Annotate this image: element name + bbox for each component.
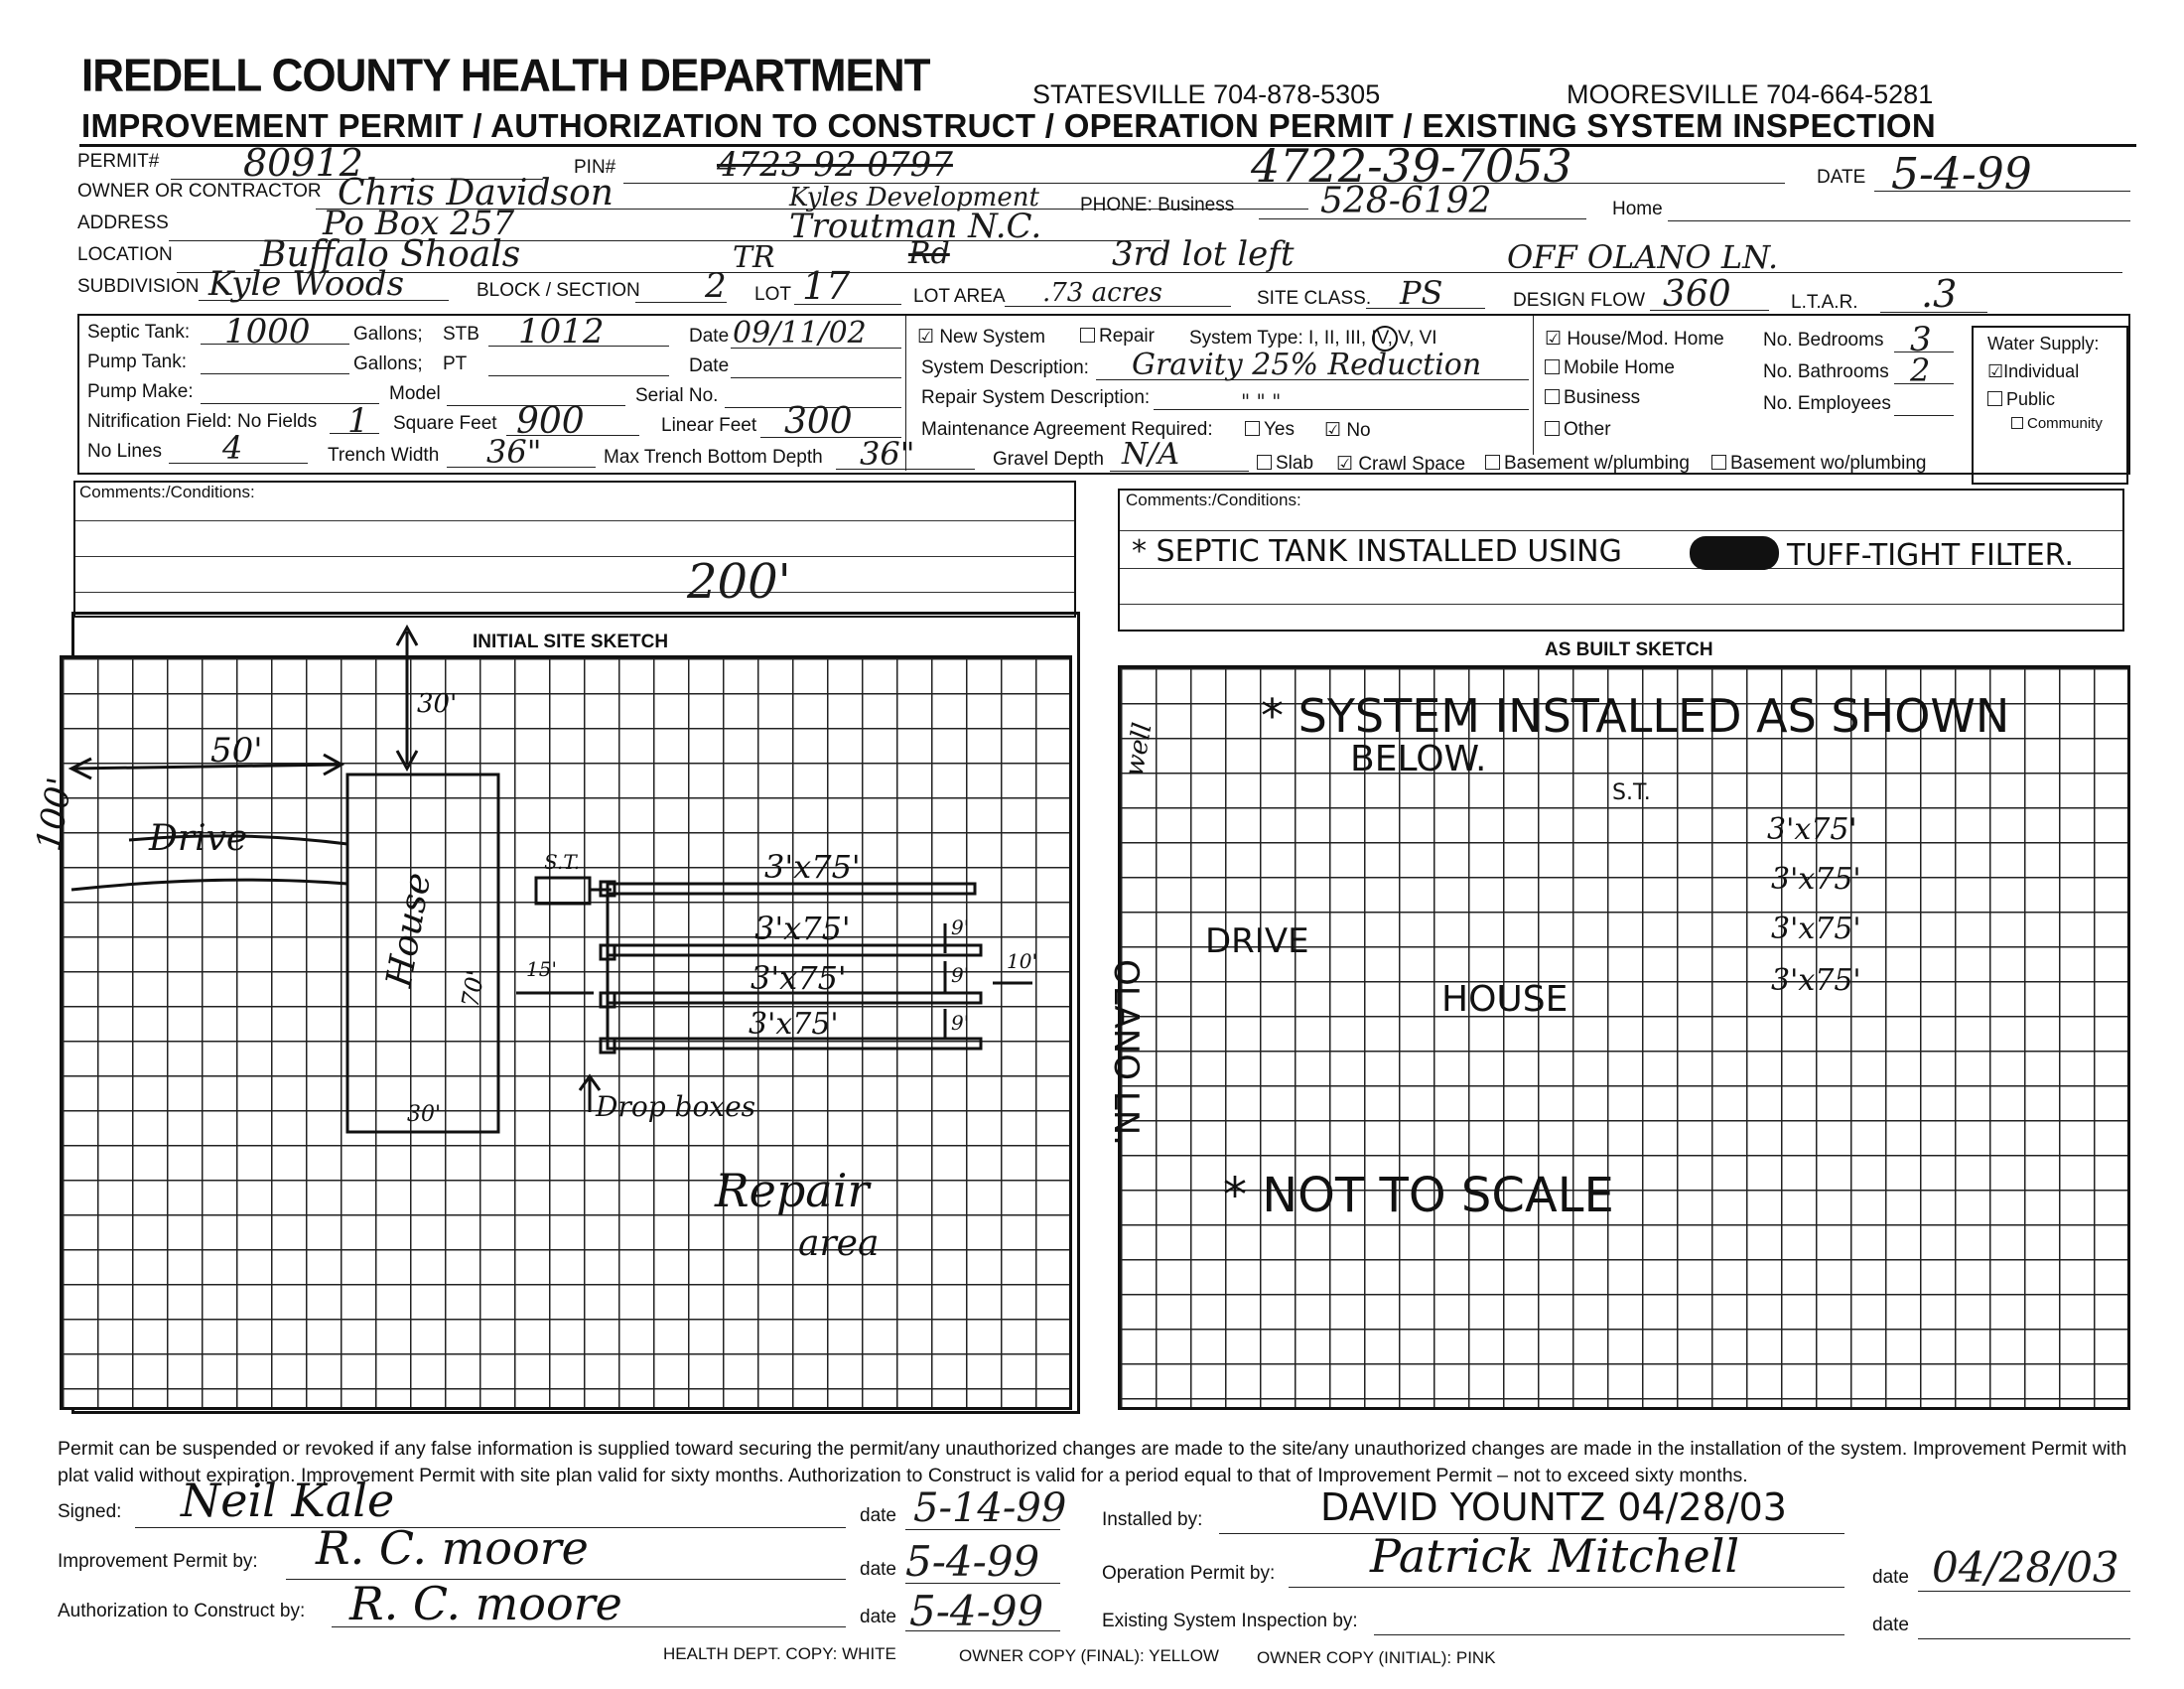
bedrooms-label: No. Bedrooms — [1763, 330, 1884, 351]
crawl-space-label: Crawl Space — [1358, 454, 1466, 475]
owner-company: Kyles Development — [789, 183, 1039, 212]
existing-date-label: date — [1872, 1615, 1909, 1635]
permit-notice: Permit can be suspended or revoked if any false information is supplied toward securing the permit/any unauthorized changes are made to the site/any unauthorized changes are made in the installation of the system. Improvement Permit with plat valid without expiration. Improvement Permit with site plan valid for sixty months. Authorization to Construct is valid for a period equal to that of Improvement Permit – not to exceed sixty months. — [58, 1438, 2127, 1486]
repair-description-label: Repair System Description: — [921, 387, 1151, 408]
gallons-label-2: Gallons; — [353, 353, 423, 374]
asbuilt-sketch-title: AS BUILT SKETCH — [1545, 639, 1713, 660]
no-lines-label: No Lines — [87, 441, 162, 462]
dim-10-label: 10' — [1007, 949, 1037, 973]
asbuilt-house-label: HOUSE — [1441, 979, 1569, 1020]
sqft-label: Square Feet — [393, 413, 497, 434]
repair-label: Repair — [1099, 326, 1155, 347]
gravel-depth-label: Gravel Depth — [993, 449, 1104, 470]
address-city: Troutman N.C. — [789, 207, 1042, 246]
installed-note-2: BELOW. — [1350, 739, 1487, 779]
maintenance-yes-label: Yes — [1264, 419, 1295, 440]
bathrooms-value: 2 — [1910, 352, 1931, 389]
system-type-label: System Type: I, II, III, IV, V, VI — [1189, 328, 1437, 349]
installed-by-value: DAVID YOUNTZ 04/28/03 — [1320, 1485, 1787, 1529]
installed-by-label: Installed by: — [1102, 1509, 1203, 1530]
operation-permit-line — [1289, 1587, 1844, 1588]
lot-value: 17 — [802, 264, 851, 308]
copy-pink: OWNER COPY (INITIAL): PINK — [1257, 1648, 1496, 1667]
pin-label: PIN# — [574, 157, 616, 178]
nitrification-label: Nitrification Field: No Fields — [87, 411, 318, 432]
address-value: Po Box 257 — [323, 204, 515, 243]
auth-signature: R. C. moore — [349, 1577, 622, 1630]
septic-tank-value: 1000 — [224, 312, 311, 352]
initial-st-label: S.T. — [544, 850, 581, 874]
new-system-label: New System — [939, 327, 1045, 348]
business-label: Business — [1564, 387, 1641, 408]
phone-label: PHONE: Business — [1080, 195, 1235, 215]
individual-label: Individual — [2003, 361, 2080, 381]
asbuilt-line-4: 3'x75' — [1771, 963, 1861, 998]
pin-number: 4722-39-7053 — [1251, 139, 1572, 193]
max-depth-label: Max Trench Bottom Depth — [604, 447, 823, 468]
dim-70-label: 70' — [456, 968, 490, 1010]
mobile-home-label: Mobile Home — [1564, 357, 1675, 378]
site-class-label: SITE CLASS. — [1257, 288, 1372, 309]
copy-white: HEALTH DEPT. COPY: WHITE — [663, 1644, 896, 1663]
pump-tank-label: Pump Tank: — [87, 352, 187, 372]
block-value: 2 — [705, 266, 727, 306]
system-description-value: Gravity 25% Reduction — [1132, 348, 1482, 382]
community-label: Community — [2027, 415, 2103, 432]
system-description-label: System Description: — [921, 357, 1089, 378]
asbuilt-drive-label: DRIVE — [1205, 921, 1309, 961]
signed-signature: Neil Kale — [181, 1474, 395, 1527]
operation-date-label: date — [1872, 1567, 1909, 1588]
new-system-checkbox[interactable]: ☑ New System — [917, 327, 1045, 348]
asbuilt-st-label: S.T. — [1612, 780, 1651, 805]
signed-label: Signed: — [58, 1501, 122, 1522]
existing-inspection-label: Existing System Inspection by: — [1102, 1611, 1358, 1631]
not-to-scale-label: * NOT TO SCALE — [1223, 1168, 1614, 1223]
trench-width-label: Trench Width — [328, 445, 440, 466]
existing-inspection-line — [1374, 1634, 1844, 1635]
location-struck: Rd — [908, 236, 950, 271]
initial-line-1: 3'x75' — [764, 848, 861, 886]
location-rd: TR — [733, 240, 775, 275]
repair-label-sketch: Repair — [715, 1164, 870, 1217]
initial-line-2: 3'x75' — [754, 910, 851, 947]
home-label: Home — [1612, 199, 1663, 219]
other-label: Other — [1564, 419, 1611, 440]
existing-date-line — [1918, 1638, 2130, 1639]
initial-drive-label: Drive — [149, 818, 248, 859]
location-rest: 3rd lot left — [1112, 234, 1295, 274]
side-100-label: 100' — [28, 774, 81, 855]
bathrooms-label: No. Bathrooms — [1763, 361, 1889, 382]
location-end: OFF OLANO LN. — [1507, 238, 1779, 276]
max-depth-value: 36" — [860, 435, 915, 473]
owner-value: Chris Davidson — [338, 173, 614, 213]
septic-tank-label: Septic Tank: — [87, 322, 191, 343]
dim-9b-label: 9' — [951, 963, 970, 987]
crawl-space-checkbox[interactable]: ☑ Crawl Space — [1336, 454, 1466, 475]
slab-label: Slab — [1276, 453, 1314, 474]
maintenance-label: Maintenance Agreement Required: — [921, 419, 1213, 440]
asbuilt-line-3: 3'x75' — [1771, 912, 1861, 946]
sqft-value: 900 — [516, 401, 585, 442]
individual-checkbox[interactable]: ☑Individual — [1987, 361, 2080, 381]
dim-50-label: 50' — [210, 731, 263, 771]
owner-label: OWNER OR CONTRACTOR — [77, 181, 322, 202]
auth-date-label: date — [860, 1607, 896, 1627]
basement-w-label: Basement w/plumbing — [1504, 453, 1690, 474]
subdivision-label: SUBDIVISION — [77, 276, 200, 297]
department-title: IREDELL COUNTY HEALTH DEPARTMENT — [81, 50, 930, 102]
well-label: well — [1119, 720, 1159, 779]
repair-description-value: " " " — [1241, 389, 1282, 413]
lot-area-value: .73 acres — [1042, 278, 1162, 308]
drop-boxes-label: Drop boxes — [596, 1090, 756, 1123]
improvement-date: 5-4-99 — [905, 1537, 1040, 1586]
auth-construct-label: Authorization to Construct by: — [58, 1601, 306, 1621]
gravel-depth-value: N/A — [1122, 437, 1180, 472]
ltar-label: L.T.A.R. — [1791, 292, 1858, 313]
dim-30-label: 30' — [417, 689, 458, 719]
initial-house-label: House — [378, 869, 440, 991]
permit-label: PERMIT# — [77, 151, 160, 172]
signed-date: 5-14-99 — [913, 1485, 1067, 1531]
asbuilt-line-2: 3'x75' — [1771, 862, 1861, 897]
asbuilt-sketch-grid — [1118, 665, 2130, 1410]
trench-width-value: 36" — [486, 433, 542, 471]
tank-date-label: Date — [689, 326, 730, 347]
location-label: LOCATION — [77, 244, 173, 265]
pump-date-label: Date — [689, 355, 730, 376]
form-subtitle: IMPROVEMENT PERMIT / AUTHORIZATION TO CONSTRUCT / OPERATION PERMIT / EXISTING SYSTEM INSPECTION — [81, 107, 1937, 144]
model-label: Model — [389, 383, 441, 404]
basement-wo-label: Basement wo/plumbing — [1730, 453, 1927, 474]
road-label: OLANO LN. — [1105, 959, 1146, 1146]
signed-date-label: date — [860, 1505, 896, 1526]
dim-9c-label: 9' — [951, 1011, 970, 1035]
operation-permit-label: Operation Permit by: — [1102, 1563, 1276, 1584]
asbuilt-line-1: 3'x75' — [1767, 812, 1857, 847]
nitrification-value: 1 — [347, 401, 369, 441]
site-class-value: PS — [1400, 274, 1443, 312]
pin-struck: 4723 92 0797 — [717, 145, 953, 185]
initial-sketch-title: INITIAL SITE SKETCH — [473, 632, 669, 652]
left-comments-label: Comments:/Conditions: — [79, 483, 255, 501]
subdivision-value: Kyle Woods — [208, 264, 405, 304]
design-flow-label: DESIGN FLOW — [1513, 290, 1646, 311]
tank-date-value: 09/11/02 — [733, 316, 867, 351]
mooresville-phone: MOORESVILLE 704-664-5281 — [1567, 79, 1934, 109]
operation-date: 04/28/03 — [1932, 1543, 2119, 1592]
stb-label: STB — [443, 324, 479, 345]
address-label: ADDRESS — [77, 212, 169, 233]
initial-line-4: 3'x75' — [749, 1007, 839, 1042]
installed-note-1: * SYSTEM INSTALLED AS SHOWN — [1261, 689, 2010, 743]
dim-30b-label: 30' — [407, 1102, 442, 1127]
employees-label: No. Employees — [1763, 393, 1891, 414]
right-comments-label: Comments:/Conditions: — [1126, 491, 1301, 509]
dim-9a-label: 9' — [951, 915, 970, 939]
pump-make-label: Pump Make: — [87, 381, 194, 402]
date-label: DATE — [1817, 167, 1866, 188]
lot-area-label: LOT AREA — [913, 286, 1006, 307]
linear-feet-value: 300 — [784, 401, 853, 442]
improvement-permit-label: Improvement Permit by: — [58, 1551, 258, 1572]
lot-label: LOT — [754, 284, 791, 305]
right-comment-text: * SEPTIC TANK INSTALLED USING — [1132, 534, 1622, 569]
stb-value: 1012 — [518, 312, 605, 352]
left-comment-200: 200' — [687, 554, 791, 610]
water-supply-label: Water Supply: — [1987, 334, 2100, 353]
maintenance-no-checkbox[interactable]: ☑ No — [1324, 420, 1371, 441]
pt-label: PT — [443, 353, 468, 374]
initial-line-3: 3'x75' — [751, 959, 847, 997]
block-label: BLOCK / SECTION — [477, 280, 640, 301]
maintenance-no-label: No — [1346, 420, 1371, 441]
gallons-label-1: Gallons; — [353, 324, 423, 345]
bedrooms-value: 3 — [1910, 320, 1932, 359]
improvement-signature: R. C. moore — [316, 1521, 589, 1575]
public-label: Public — [2006, 389, 2056, 409]
dim-15-label: 15' — [526, 957, 557, 981]
house-checkbox[interactable]: ☑ House/Mod. Home — [1545, 329, 1724, 350]
permit-number: 80912 — [243, 141, 363, 185]
design-flow-value: 360 — [1663, 274, 1731, 315]
auth-date: 5-4-99 — [909, 1587, 1044, 1635]
copy-yellow: OWNER COPY (FINAL): YELLOW — [959, 1646, 1219, 1665]
serial-label: Serial No. — [635, 385, 719, 406]
location-value: Buffalo Shoals — [260, 234, 521, 275]
phone-value: 528-6192 — [1320, 181, 1492, 221]
permit-date: 5-4-99 — [1891, 149, 2032, 200]
statesville-phone: STATESVILLE 704-878-5305 — [1032, 79, 1381, 109]
linear-feet-label: Linear Feet — [661, 415, 757, 436]
house-label: House/Mod. Home — [1567, 329, 1724, 350]
repair-area-label: area — [798, 1223, 880, 1264]
operation-signature: Patrick Mitchell — [1370, 1529, 1740, 1583]
right-comment-filter: TUFF-TIGHT FILTER. — [1787, 538, 2074, 573]
no-lines-value: 4 — [222, 429, 243, 467]
improvement-date-label: date — [860, 1559, 896, 1580]
ltar-value: .3 — [1921, 272, 1958, 316]
